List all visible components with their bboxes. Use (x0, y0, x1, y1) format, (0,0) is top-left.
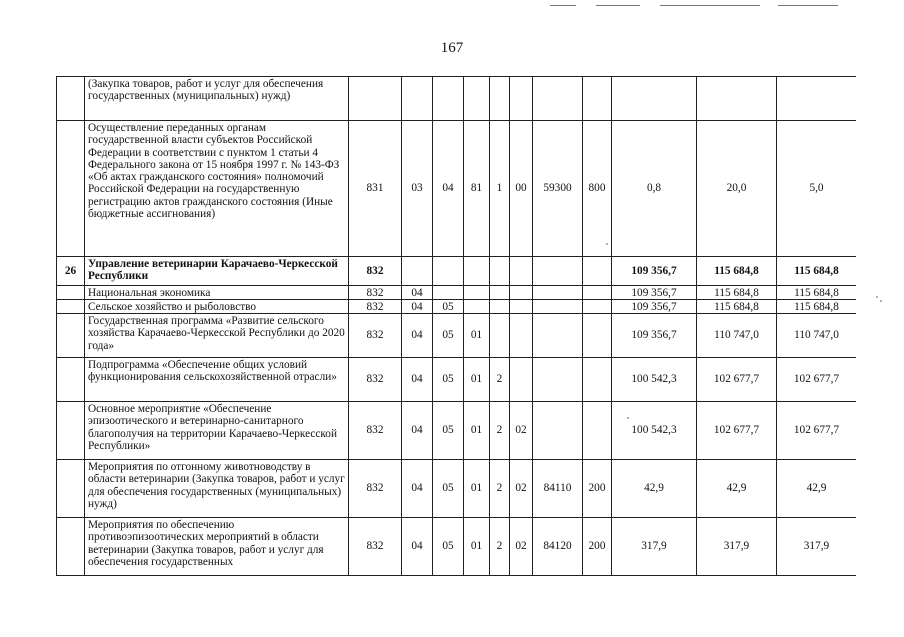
amount-year-2: 20,0 (697, 121, 777, 257)
measure-code: 00 (510, 121, 533, 257)
amount-year-2: 42,9 (697, 460, 777, 518)
row-number (57, 286, 85, 300)
section-code: 04 (402, 358, 433, 402)
table-row (57, 121, 857, 257)
amount-year-1: 42,9 (612, 460, 697, 518)
section-code: 04 (402, 286, 433, 300)
direction-code: 84110 (533, 460, 583, 518)
amount-year-3: 5,0 (777, 121, 857, 257)
amount-year-2: 110 747,0 (697, 314, 777, 358)
row-description: Осуществление переданных органам государственной власти субъектов Российской Федерации в соответствии с пунктом 1 статьи 4 Федерального закона от 15 ноября 1997 г. № 143-ФЗ «Об актах гражданского состояния» полномочий Российской Федерации на государственную регистрацию актов гражданского состояния (Иные бюджетные ассигнования) (85, 121, 349, 257)
scan-artifact-line (550, 5, 576, 6)
amount-year-2: 102 677,7 (697, 358, 777, 402)
table-row (57, 402, 857, 460)
row-description: Государственная программа «Развитие сельского хозяйства Карачаево-Черкесской Республики до 2020 года» (85, 314, 349, 358)
row-number (57, 77, 85, 121)
row-number (57, 314, 85, 358)
subsection-code: 05 (433, 402, 464, 460)
row-description: Сельское хозяйство и рыболовство (85, 300, 349, 314)
measure-code (510, 358, 533, 402)
subsection-code: 05 (433, 518, 464, 576)
row-number (57, 300, 85, 314)
table-row (57, 460, 857, 518)
scan-artifact-line (660, 5, 760, 6)
section-code (402, 257, 433, 286)
row-description: Национальная экономика (85, 286, 349, 300)
direction-code (533, 402, 583, 460)
amount-year-2: 115 684,8 (697, 257, 777, 286)
amount-year-3: 317,9 (777, 518, 857, 576)
direction-code: 59300 (533, 121, 583, 257)
measure-code (510, 257, 533, 286)
row-number (57, 402, 85, 460)
amount-year-1: 109 356,7 (612, 300, 697, 314)
scan-artifact-dot (876, 296, 878, 298)
dept-code: 832 (349, 314, 402, 358)
measure-code: 02 (510, 518, 533, 576)
row-number (57, 121, 85, 257)
amount-year-2: 102 677,7 (697, 402, 777, 460)
measure-code (510, 314, 533, 358)
table-row (57, 358, 857, 402)
subprogram-code: 2 (490, 358, 510, 402)
subprogram-code (490, 300, 510, 314)
direction-code (533, 257, 583, 286)
scan-artifact-line (596, 5, 640, 6)
amount-year-1: 109 356,7 (612, 286, 697, 300)
amount-year-3: 115 684,8 (777, 300, 857, 314)
dept-code: 831 (349, 121, 402, 257)
row-description: Управление ветеринарии Карачаево-Черкесской Республики (85, 257, 349, 286)
subprogram-code: 2 (490, 460, 510, 518)
dept-code: 832 (349, 358, 402, 402)
subsection-code (433, 257, 464, 286)
subprogram-code: 1 (490, 121, 510, 257)
amount-year-1: 100 542,3 (612, 402, 697, 460)
dept-code (349, 77, 402, 121)
dept-code: 832 (349, 286, 402, 300)
row-description: Подпрограмма «Обеспечение общих условий функционирования сельскохозяйственной отрасли» (85, 358, 349, 402)
subsection-code: 05 (433, 314, 464, 358)
section-code: 04 (402, 314, 433, 358)
subprogram-code (490, 77, 510, 121)
direction-code (533, 77, 583, 121)
subsection-code (433, 286, 464, 300)
section-code (402, 77, 433, 121)
subsection-code: 04 (433, 121, 464, 257)
budget-table (56, 76, 856, 576)
table-row (57, 300, 857, 314)
expense-type-code: 200 (583, 518, 612, 576)
subsection-code: 05 (433, 358, 464, 402)
amount-year-1: 100 542,3 (612, 358, 697, 402)
program-code: 81 (464, 121, 490, 257)
direction-code (533, 286, 583, 300)
dept-code: 832 (349, 257, 402, 286)
row-number (57, 460, 85, 518)
row-number: 26 (57, 257, 85, 286)
subsection-code: 05 (433, 460, 464, 518)
program-code: 01 (464, 358, 490, 402)
direction-code (533, 300, 583, 314)
row-description: Мероприятия по обеспечению противоэпизоотических мероприятий в области ветеринарии (Закупка товаров, работ и услуг для обеспечения государственных (85, 518, 349, 576)
dept-code: 832 (349, 300, 402, 314)
row-number (57, 358, 85, 402)
subprogram-code (490, 314, 510, 358)
dept-code: 832 (349, 460, 402, 518)
expense-type-code (583, 286, 612, 300)
table-row (57, 314, 857, 358)
amount-year-2: 115 684,8 (697, 286, 777, 300)
program-code: 01 (464, 314, 490, 358)
subprogram-code: 2 (490, 518, 510, 576)
amount-year-1: 109 356,7 (612, 257, 697, 286)
section-code: 04 (402, 460, 433, 518)
amount-year-2 (697, 77, 777, 121)
dept-code: 832 (349, 518, 402, 576)
direction-code (533, 358, 583, 402)
expense-type-code (583, 257, 612, 286)
measure-code: 02 (510, 402, 533, 460)
table-row (57, 257, 857, 286)
direction-code (533, 314, 583, 358)
subsection-code (433, 77, 464, 121)
section-code: 04 (402, 300, 433, 314)
program-code (464, 286, 490, 300)
amount-year-2: 115 684,8 (697, 300, 777, 314)
program-code: 01 (464, 518, 490, 576)
amount-year-3: 115 684,8 (777, 257, 857, 286)
amount-year-1 (612, 77, 697, 121)
program-code (464, 300, 490, 314)
row-description: (Закупка товаров, работ и услуг для обеспечения государственных (муниципальных) нужд) (85, 77, 349, 121)
scan-artifact-dot (880, 300, 882, 302)
section-code: 04 (402, 518, 433, 576)
program-code: 01 (464, 402, 490, 460)
subsection-code: 05 (433, 300, 464, 314)
amount-year-3: 102 677,7 (777, 358, 857, 402)
amount-year-3: 42,9 (777, 460, 857, 518)
scan-artifact-line (778, 5, 838, 6)
expense-type-code (583, 314, 612, 358)
table-row (57, 286, 857, 300)
expense-type-code (583, 402, 612, 460)
row-description: Мероприятия по отгонному животноводству в области ветеринарии (Закупка товаров, работ и услуг для обеспечения государственных (муниципальных) нужд) (85, 460, 349, 518)
expense-type-code: 800 (583, 121, 612, 257)
expense-type-code (583, 358, 612, 402)
amount-year-3: 102 677,7 (777, 402, 857, 460)
program-code (464, 257, 490, 286)
table-row (57, 77, 857, 121)
page-number: 167 (440, 40, 464, 56)
subprogram-code (490, 257, 510, 286)
subprogram-code (490, 286, 510, 300)
dept-code: 832 (349, 402, 402, 460)
amount-year-2: 317,9 (697, 518, 777, 576)
measure-code (510, 77, 533, 121)
expense-type-code: 200 (583, 460, 612, 518)
row-number (57, 518, 85, 576)
subprogram-code: 2 (490, 402, 510, 460)
amount-year-1: 317,9 (612, 518, 697, 576)
table-row (57, 518, 857, 576)
program-code: 01 (464, 460, 490, 518)
amount-year-3: 115 684,8 (777, 286, 857, 300)
measure-code (510, 286, 533, 300)
expense-type-code (583, 300, 612, 314)
measure-code: 02 (510, 460, 533, 518)
row-description: Основное мероприятие «Обеспечение эпизоотического и ветеринарно-санитарного благополучия на территории Карачаево-Черкесской Республики» (85, 402, 349, 460)
budget-table-container (56, 76, 856, 582)
section-code: 03 (402, 121, 433, 257)
amount-year-3: 110 747,0 (777, 314, 857, 358)
direction-code: 84120 (533, 518, 583, 576)
program-code (464, 77, 490, 121)
amount-year-1: 109 356,7 (612, 314, 697, 358)
amount-year-3 (777, 77, 857, 121)
section-code: 04 (402, 402, 433, 460)
measure-code (510, 300, 533, 314)
expense-type-code (583, 77, 612, 121)
amount-year-1: 0,8 (612, 121, 697, 257)
